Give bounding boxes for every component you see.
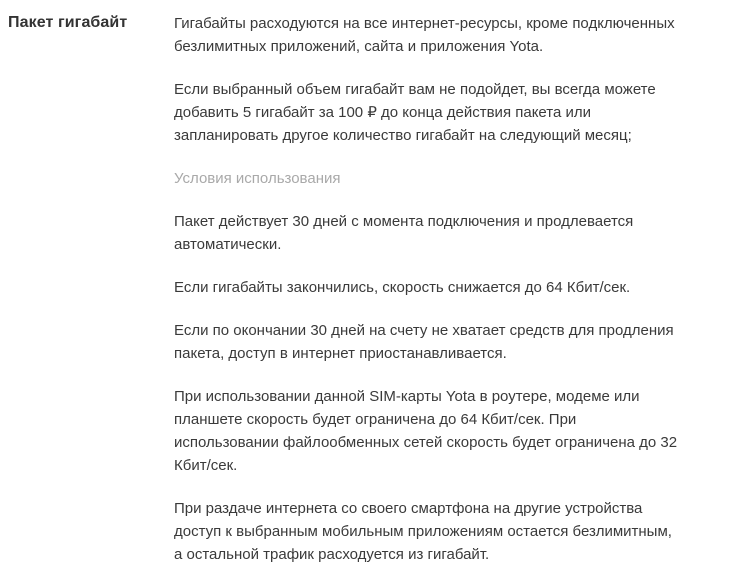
section-content-column <box>174 12 679 586</box>
paragraph-tethering: При раздаче интернета со своего смартфона на другие устройства доступ к выбранным мобильным приложениям остается безлимитным, а остальной трафик расходуется из гигабайт. <box>174 500 672 563</box>
paragraph-gigabytes-usage: Гигабайты расходуются на все интернет-ресурсы, кроме подключенных безлимитных приложений, сайта и приложения Yota. <box>174 15 675 55</box>
section-label-column <box>0 12 174 34</box>
section-title: Пакет гигабайт <box>8 14 128 31</box>
paragraph-insufficient-funds: Если по окончании 30 дней на счету не хватает средств для продления пакета, доступ в интернет приостанавливается. <box>174 322 674 362</box>
paragraph-speed-reduction: Если гигабайты закончились, скорость снижается до 64 Кбит/сек. <box>174 279 631 296</box>
paragraph-add-gigabytes: Если выбранный объем гигабайт вам не подойдет, вы всегда можете добавить 5 гигабайт за 100 ₽ до конца действия пакета или запланировать другое количество гигабайт на следующий месяц; <box>174 81 656 144</box>
paragraph-sim-usage-limits: При использовании данной SIM-карты Yota в роутере, модеме или планшете скорость будет ограничена до 64 Кбит/сек. При использовании файлообменных сетей скорость будет ограничена до 32 Кбит/сек. <box>174 388 678 474</box>
terms-subheading: Условия использования <box>174 170 341 187</box>
paragraph-package-duration: Пакет действует 30 дней с момента подключения и продлевается автоматически. <box>174 213 634 253</box>
